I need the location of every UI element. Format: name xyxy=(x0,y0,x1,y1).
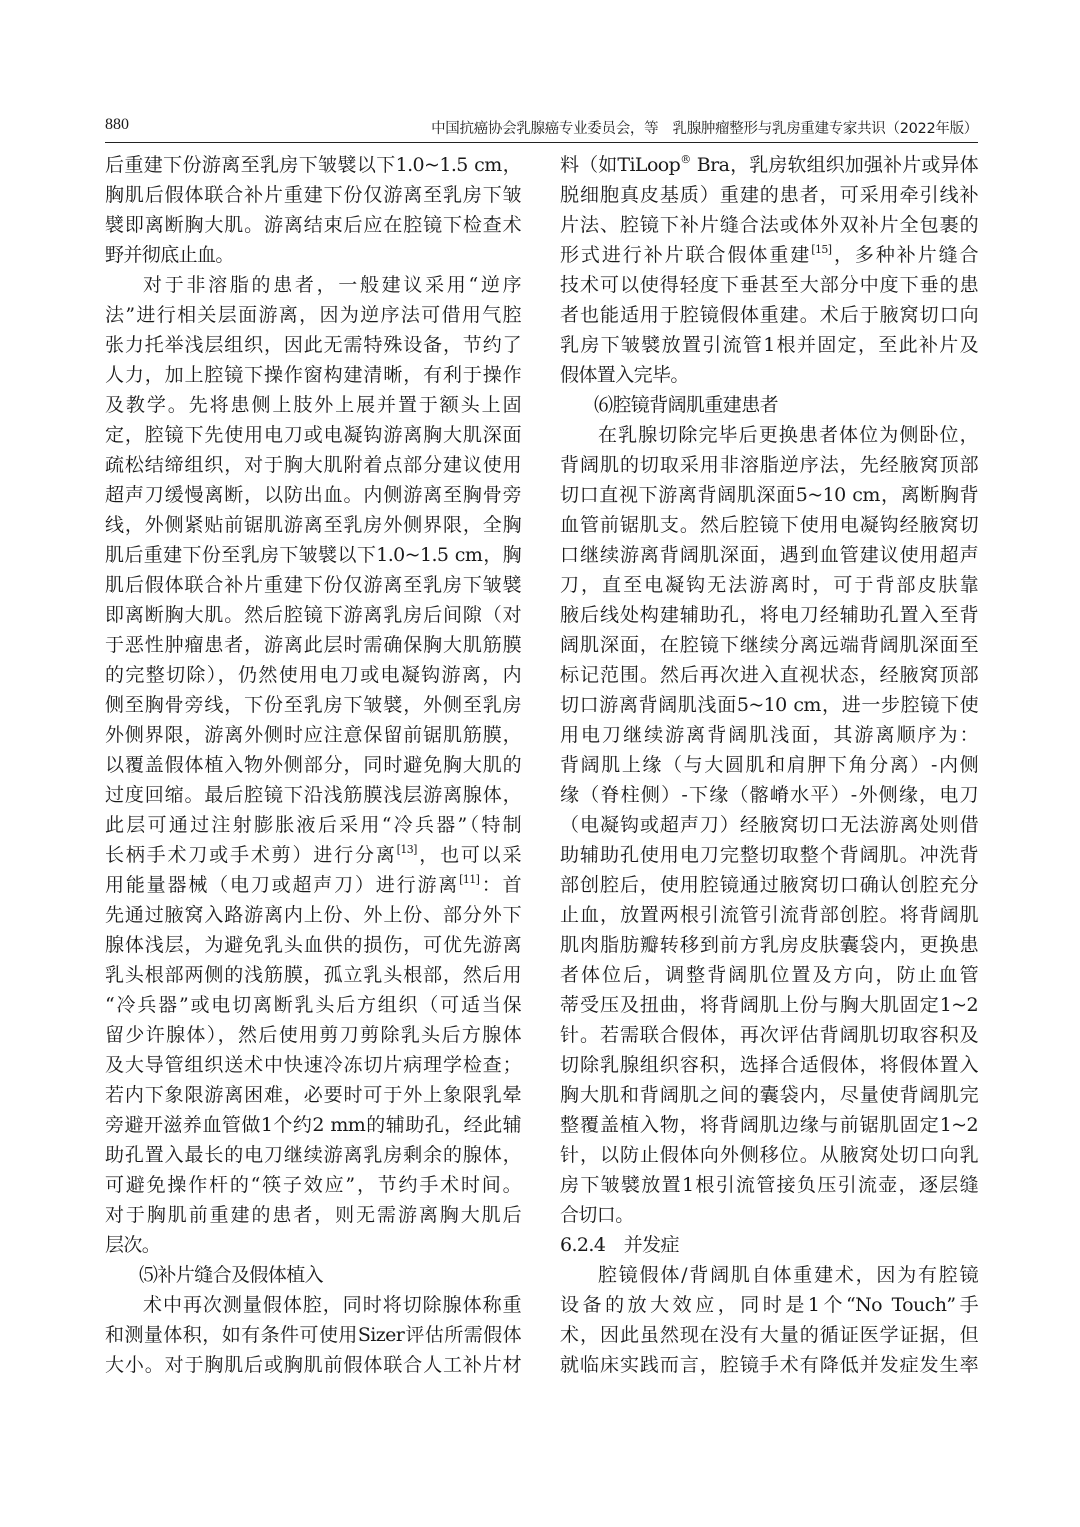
line-text: 野并彻底止血。 xyxy=(105,244,234,266)
line-text: 层次。 xyxy=(105,1234,161,1256)
text-line xyxy=(560,750,978,780)
text-line xyxy=(105,1020,521,1050)
line-text: ：首 xyxy=(479,874,521,896)
text-line xyxy=(105,540,521,570)
text-line xyxy=(105,420,521,450)
line-text: 术中再次测量假体腔，同时将切除腺体称重 xyxy=(143,1294,521,1316)
text-line xyxy=(105,1320,521,1350)
text-line xyxy=(105,750,521,780)
line-text: 超声刀缓慢离断，以防出血。内侧游离至胸骨旁 xyxy=(105,484,521,506)
line-text: 技术可以使得轻度下垂甚至大部分中度下垂的患 xyxy=(560,274,978,296)
text-line xyxy=(105,330,521,360)
line-text: 及教学。先将患侧上肢外上展并置于额头上固 xyxy=(105,394,521,416)
text-line xyxy=(560,570,978,600)
line-text: 人力，加上腔镜下操作窗构建清晰，有利于操作 xyxy=(105,364,521,386)
text-line xyxy=(560,690,978,720)
line-text: 止血，放置两根引流管引流背部创腔。将背阔肌 xyxy=(560,904,978,926)
text-line xyxy=(560,900,978,930)
text-line xyxy=(560,600,978,630)
section-heading xyxy=(560,1230,978,1260)
text-line xyxy=(560,960,978,990)
line-text: 形式进行补片联合假体重建 xyxy=(560,244,812,266)
text-line xyxy=(105,1170,521,1200)
line-text: 片法、腔镜下补片缝合法或体外双补片全包裹的 xyxy=(560,214,978,236)
line-text: “冷兵器”或电切离断乳头后方组织（可适当保 xyxy=(105,994,521,1016)
line-text: 侧至胸骨旁线，下份至乳房下皱襞，外侧至乳房 xyxy=(105,694,521,716)
text-line xyxy=(105,1140,521,1170)
text-line xyxy=(560,1200,978,1230)
line-text: 定，腔镜下先使用电刀或电凝钩游离胸大肌深面 xyxy=(105,424,521,446)
line-text: 线，外侧紧贴前锯肌游离至乳房外侧界限，全胸 xyxy=(105,514,521,536)
text-line xyxy=(560,1050,978,1080)
citation-superscript: [11] xyxy=(459,873,480,886)
text-line xyxy=(105,510,521,540)
line-text: 助孔置入最长的电刀继续游离乳房剩余的腺体， xyxy=(105,1144,521,1166)
line-text: 肌肉脂肪瓣转移到前方乳房皮肤囊袋内，更换患 xyxy=(560,934,978,956)
line-text: 疏松结缔组织，对于胸大肌附着点部分建议使用 xyxy=(105,454,521,476)
line-text: 后重建下份游离至乳房下皱襞以下1.0~1.5 cm， xyxy=(105,154,521,176)
line-text: 先通过腋窝入路游离内上份、外上份、部分外下 xyxy=(105,904,521,926)
line-text: 背阔肌的切取采用非溶脂逆序法，先经腋窝顶部 xyxy=(560,454,978,476)
text-line xyxy=(105,240,521,270)
text-line xyxy=(105,390,521,420)
line-text: 及大导管组织送术中快速冷冻切片病理学检查； xyxy=(105,1054,521,1076)
text-line xyxy=(105,300,521,330)
text-line xyxy=(560,1290,978,1320)
text-line xyxy=(105,600,521,630)
text-line xyxy=(105,990,521,1020)
line-text: 者体位后，调整背阔肌位置及方向，防止血管 xyxy=(560,964,978,986)
line-text: 和测量体积，如有条件可使用Sizer评估所需假体 xyxy=(105,1324,521,1346)
line-text: 整覆盖植入物，将背阔肌边缘与前锯肌固定1~2 xyxy=(560,1114,978,1136)
line-text: 蒂受压及扭曲，将背阔肌上份与胸大肌固定1~2 xyxy=(560,994,978,1016)
line-text: 切口游离背阔肌浅面5~10 cm，进一步腔镜下使 xyxy=(560,694,978,716)
line-text: 可避免操作杆的“筷子效应”，节约手术时间。 xyxy=(105,1174,521,1196)
line-text: ⑹腔镜背阔肌重建患者 xyxy=(594,394,779,416)
running-title: 中国抗癌协会乳腺癌专业委员会，等 乳腺肿瘤整形与乳房重建专家共识（2022年版） xyxy=(431,121,978,137)
text-line xyxy=(560,780,978,810)
left-column xyxy=(105,150,521,1380)
line-text: 乳头根部两侧的浅筋膜，孤立乳头根部，然后用 xyxy=(105,964,521,986)
text-line xyxy=(560,540,978,570)
text-line xyxy=(560,180,978,210)
text-line xyxy=(560,1140,978,1170)
line-text: 用能量器械（电刀或超声刀）进行游离 xyxy=(105,874,460,896)
text-line xyxy=(560,810,978,840)
line-text: 张力托举浅层组织，因此无需特殊设备，节约了 xyxy=(105,334,521,356)
text-line xyxy=(560,300,978,330)
line-text: 假体置入完毕。 xyxy=(560,364,689,386)
text-line xyxy=(105,780,521,810)
text-line xyxy=(105,630,521,660)
text-line xyxy=(560,360,978,390)
text-line xyxy=(560,420,978,450)
line-text: 腋后线处构建辅助孔，将电刀经辅助孔置入至背 xyxy=(560,604,978,626)
line-text: 长柄手术刀或手术剪）进行分离 xyxy=(105,844,397,866)
line-text: 法”进行相关层面游离，因为逆序法可借用气腔 xyxy=(105,304,521,326)
text-line xyxy=(560,150,978,180)
line-text: 阔肌深面，在腔镜下继续分离远端背阔肌深面至 xyxy=(560,634,978,656)
line-text: 6.2.4 并发症 xyxy=(560,1234,679,1256)
text-line xyxy=(105,150,521,180)
line-text: 血管前锯肌支。然后腔镜下使用电凝钩经腋窝切 xyxy=(560,514,978,536)
text-line xyxy=(105,180,521,210)
text-line xyxy=(560,480,978,510)
text-line xyxy=(105,1050,521,1080)
line-text: 标记范围。然后再次进入直视状态，经腋窝顶部 xyxy=(560,664,978,686)
text-line xyxy=(105,660,521,690)
line-text: 缘（脊柱侧）-下缘（髂嵴水平）-外侧缘，电刀 xyxy=(560,784,978,806)
line-text: 即离断胸大肌。然后腔镜下游离乳房后间隙（对 xyxy=(105,604,521,626)
right-column xyxy=(560,150,978,1380)
line-text: 口继续游离背阔肌深面，遇到血管建议使用超声 xyxy=(560,544,978,566)
line-text: 于恶性肿瘤患者，游离此层时需确保胸大肌筋膜 xyxy=(105,634,521,656)
line-text: 乳房下皱襞放置引流管1根并固定，至此补片及 xyxy=(560,334,978,356)
line-text: 部创腔后，使用腔镜通过腋窝切口确认创腔充分 xyxy=(560,874,978,896)
line-text: 胸肌后假体联合补片重建下份仅游离至乳房下皱 xyxy=(105,184,521,206)
text-line xyxy=(560,660,978,690)
text-line xyxy=(105,480,521,510)
line-text: （电凝钩或超声刀）经腋窝切口无法游离处则借 xyxy=(560,814,978,836)
line-text: 合切口。 xyxy=(560,1204,634,1226)
line-text: 对于非溶脂的患者，一般建议采用“逆序 xyxy=(143,274,521,296)
line-text: 对于胸肌前重建的患者，则无需游离胸大肌后 xyxy=(105,1204,521,1226)
line-text: 者也能适用于腔镜假体重建。术后于腋窝切口向 xyxy=(560,304,978,326)
line-text: 肌后重建下份至乳房下皱襞以下1.0~1.5 cm，胸 xyxy=(105,544,521,566)
line-text: 旁避开滋养血管做1个约2 mm的辅助孔，经此辅 xyxy=(105,1114,521,1136)
text-line xyxy=(105,930,521,960)
text-line xyxy=(105,900,521,930)
text-line xyxy=(105,1230,521,1260)
line-text: 切口直视下游离背阔肌深面5~10 cm，离断胸背 xyxy=(560,484,978,506)
text-line xyxy=(560,1080,978,1110)
line-text: 腺体浅层，为避免乳头血供的损伤，可优先游离 xyxy=(105,934,521,956)
text-line xyxy=(560,840,978,870)
text-line xyxy=(560,990,978,1020)
running-header xyxy=(105,114,978,143)
text-line xyxy=(560,270,978,300)
text-line xyxy=(560,240,978,270)
line-text: 就临床实践而言，腔镜手术有降低并发症发生率 xyxy=(560,1354,978,1376)
line-text: 刀，直至电凝钩无法游离时，可于背部皮肤靠 xyxy=(560,574,978,596)
line-text: 外侧界限，游离外侧时应注意保留前锯肌筋膜， xyxy=(105,724,521,746)
text-line xyxy=(560,1110,978,1140)
line-text: 针，以防止假体向外侧移位。从腋窝处切口向乳 xyxy=(560,1144,978,1166)
text-line xyxy=(105,210,521,240)
line-text: ⑸补片缝合及假体植入 xyxy=(139,1264,324,1286)
text-line xyxy=(105,1290,521,1320)
text-line xyxy=(105,570,521,600)
text-line xyxy=(105,360,521,390)
line-text: ，也可以采 xyxy=(416,844,521,866)
text-line xyxy=(560,210,978,240)
text-line xyxy=(560,450,978,480)
text-line xyxy=(105,720,521,750)
line-text: 的完整切除），仍然使用电刀或电凝钩游离，内 xyxy=(105,664,521,686)
text-line xyxy=(105,690,521,720)
line-text: 大小。对于胸肌后或胸肌前假体联合人工补片材 xyxy=(105,1354,521,1376)
text-line xyxy=(105,450,521,480)
line-text: 胸大肌和背阔肌之间的囊袋内，尽量使背阔肌完 xyxy=(560,1084,978,1106)
line-text: 脱细胞真皮基质）重建的患者，可采用牵引线补 xyxy=(560,184,978,206)
line-text: 用电刀继续游离背阔肌浅面，其游离顺序为： xyxy=(560,724,978,746)
text-line xyxy=(560,720,978,750)
line-text: 腔镜假体/背阔肌自体重建术，因为有腔镜 xyxy=(598,1264,978,1286)
section-heading xyxy=(105,1260,521,1290)
text-line xyxy=(105,270,521,300)
page-number: 880 xyxy=(105,116,129,133)
text-line xyxy=(560,330,978,360)
line-text: 料（如TiLoop xyxy=(560,154,681,176)
section-heading xyxy=(560,390,978,420)
text-line xyxy=(560,1170,978,1200)
text-line xyxy=(560,510,978,540)
line-text: 肌后假体联合补片重建下份仅游离至乳房下皱襞 xyxy=(105,574,521,596)
citation-superscript: [13] xyxy=(396,843,417,856)
text-line xyxy=(105,870,521,900)
line-text: 助辅助孔使用电刀完整切取整个背阔肌。冲洗背 xyxy=(560,844,978,866)
line-text: 若内下象限游离困难，必要时可于外上象限乳晕 xyxy=(105,1084,521,1106)
text-line xyxy=(560,1260,978,1290)
text-line xyxy=(105,1110,521,1140)
line-text: 襞即离断胸大肌。游离结束后应在腔镜下检查术 xyxy=(105,214,521,236)
line-text: 此层可通过注射膨胀液后采用“冷兵器”（特制 xyxy=(105,814,521,836)
line-text: Bra，乳房软组织加强补片或异体 xyxy=(690,154,978,176)
line-text: 以覆盖假体植入物外侧部分，同时避免胸大肌的 xyxy=(105,754,521,776)
text-line xyxy=(105,1350,521,1380)
text-line xyxy=(560,630,978,660)
text-line xyxy=(105,840,521,870)
line-text: 针。若需联合假体，再次评估背阔肌切取容积及 xyxy=(560,1024,978,1046)
line-text: 设备的放大效应，同时是1个“No Touch”手 xyxy=(560,1294,978,1316)
line-text: 在乳腺切除完毕后更换患者体位为侧卧位， xyxy=(598,424,978,446)
citation-superscript: [15] xyxy=(811,243,832,256)
text-line xyxy=(105,810,521,840)
line-text: 过度回缩。最后腔镜下沿浅筋膜浅层游离腺体， xyxy=(105,784,521,806)
line-text: 切除乳腺组织容积，选择合适假体，将假体置入 xyxy=(560,1054,978,1076)
citation-superscript: ® xyxy=(680,153,691,166)
text-line xyxy=(105,1200,521,1230)
line-text: ，多种补片缝合 xyxy=(831,244,978,266)
text-line xyxy=(560,1350,978,1380)
text-line xyxy=(105,1080,521,1110)
text-line xyxy=(105,960,521,990)
line-text: 术，因此虽然现在没有大量的循证医学证据，但 xyxy=(560,1324,978,1346)
line-text: 留少许腺体），然后使用剪刀剪除乳头后方腺体 xyxy=(105,1024,521,1046)
text-line xyxy=(560,930,978,960)
text-line xyxy=(560,1320,978,1350)
text-line xyxy=(560,870,978,900)
line-text: 背阔肌上缘（与大圆肌和肩胛下角分离）-内侧 xyxy=(560,754,978,776)
text-line xyxy=(560,1020,978,1050)
line-text: 房下皱襞放置1根引流管接负压引流壶，逐层缝 xyxy=(560,1174,978,1196)
